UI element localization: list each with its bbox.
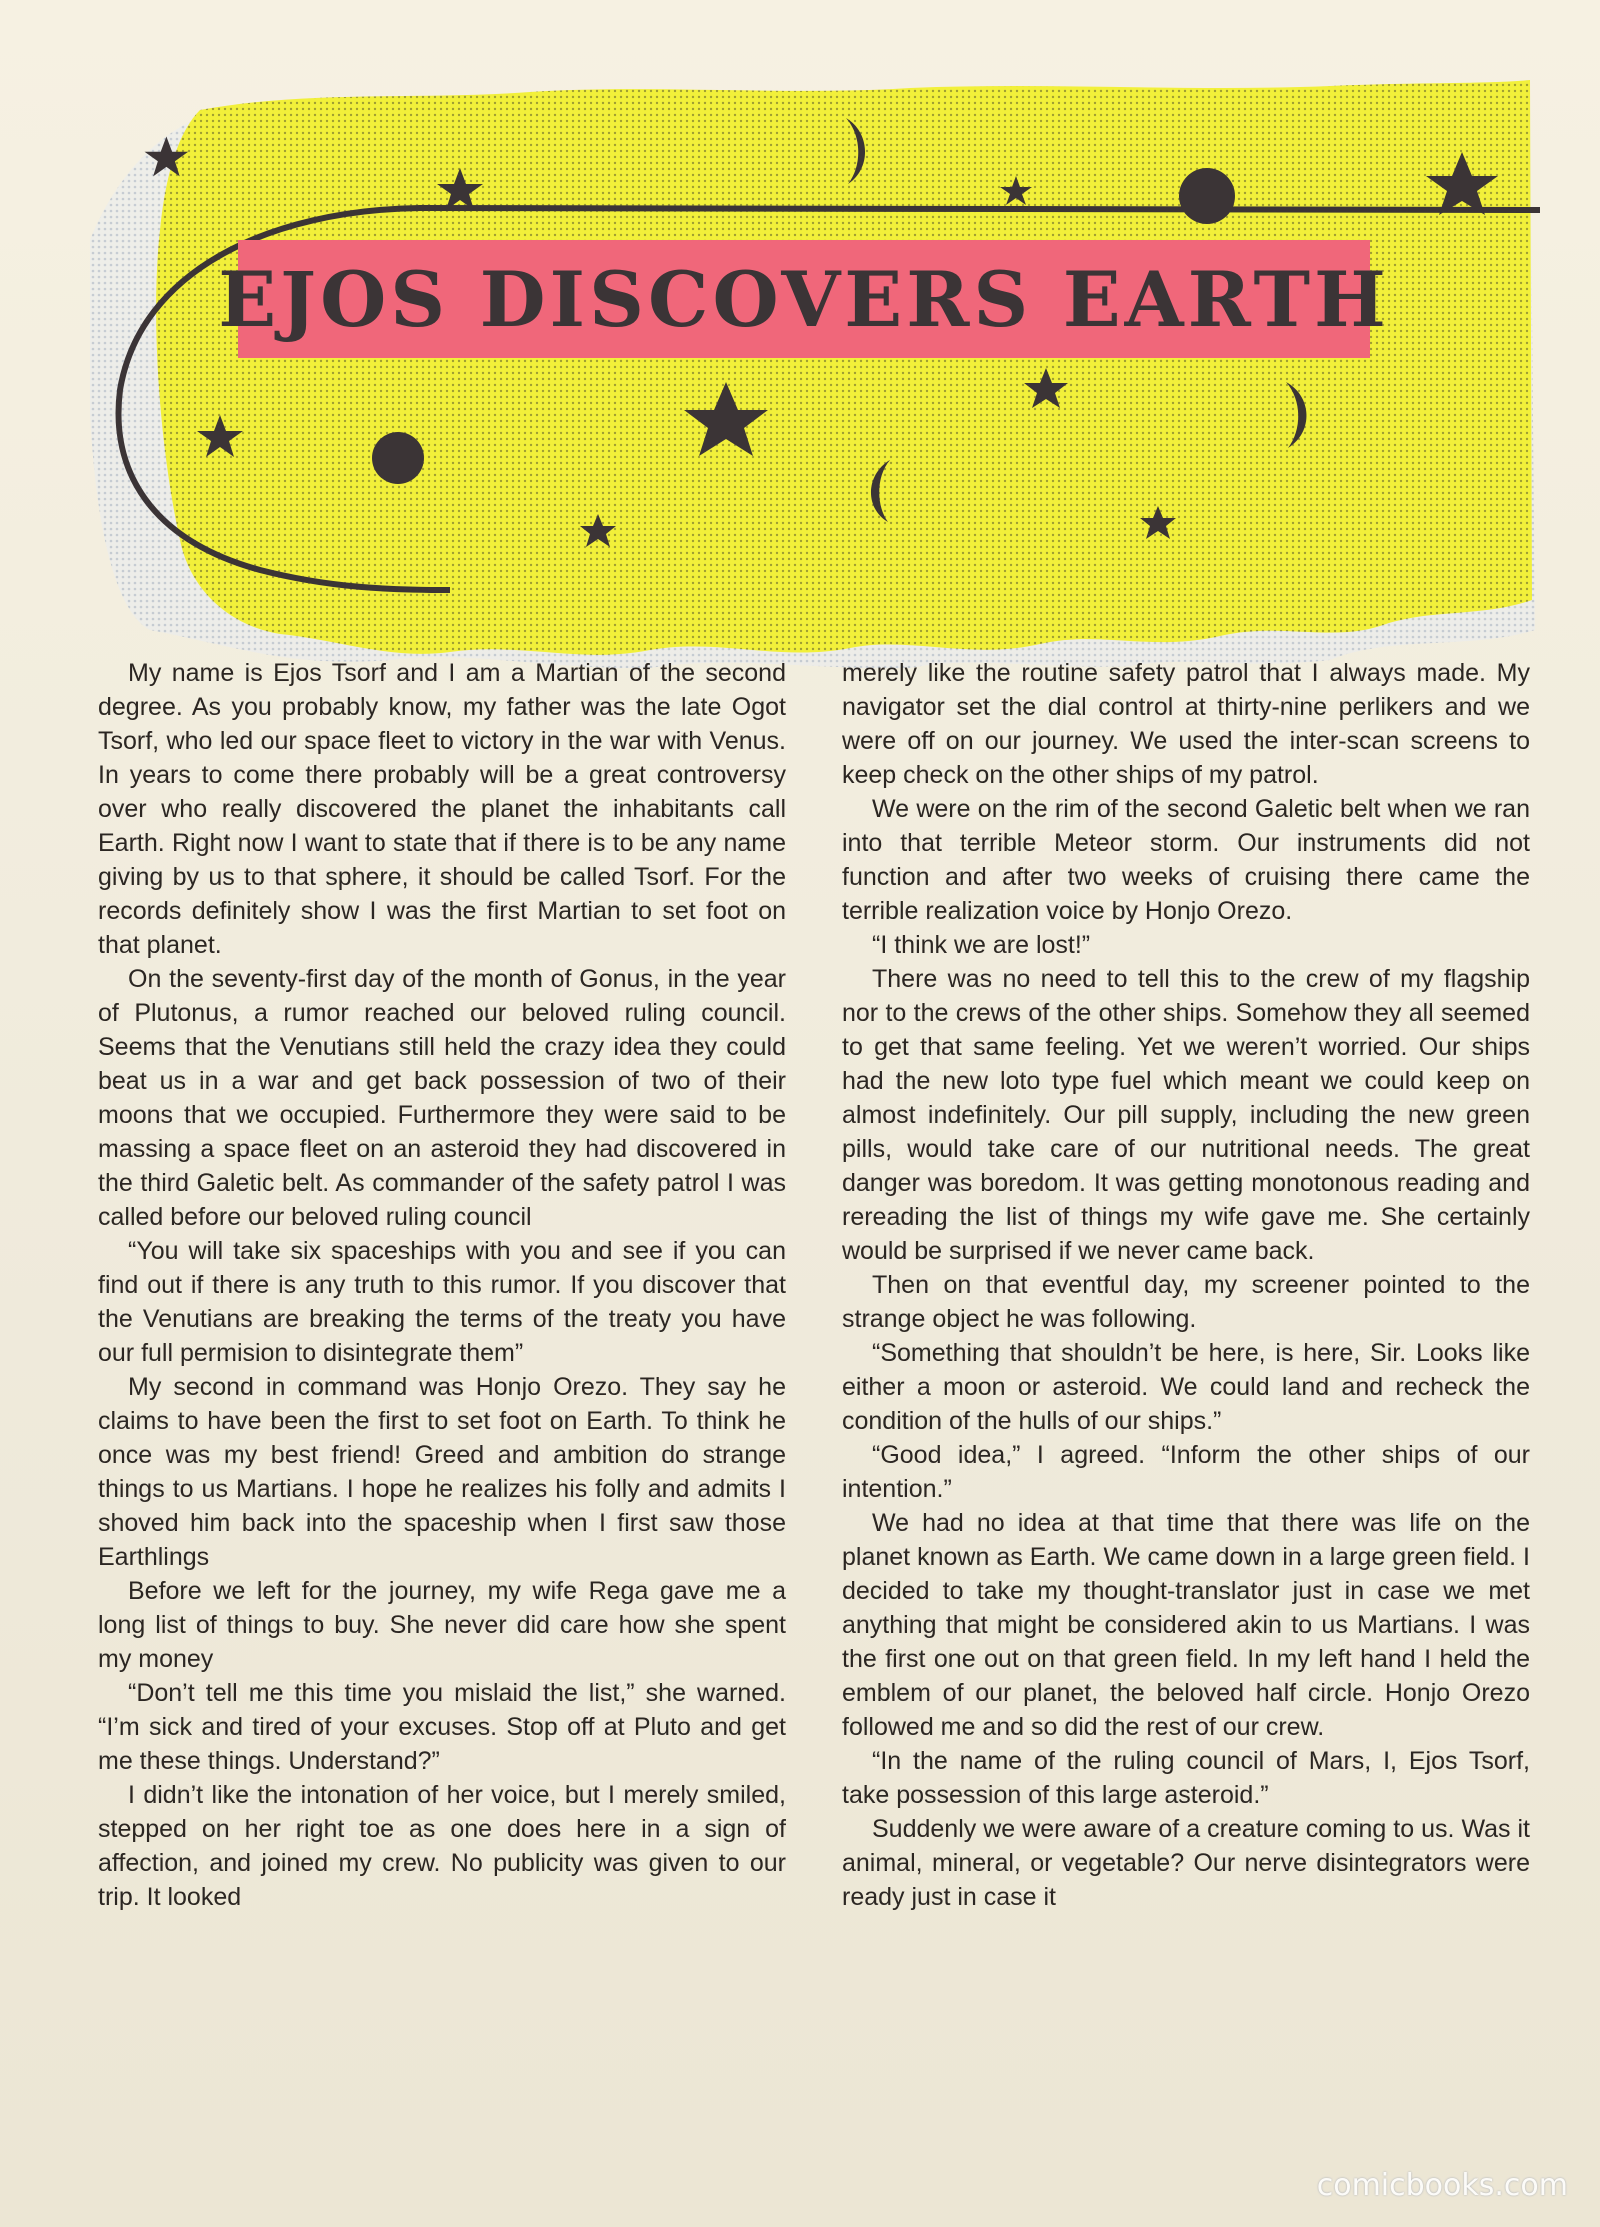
paragraph: “In the name of the ruling council of Mars, I, Ejos Tsorf, take possession of this large asteroid.”	[842, 1747, 1530, 1809]
left-column	[98, 656, 786, 1914]
planet-icon	[1179, 168, 1235, 224]
paragraph: merely like the routine safety patrol that I always made. My navigator set the dial control at thirty-nine perlikers and we were off on our journey. We used the inter-scan screens to keep check on the other ships of my patrol.	[842, 659, 1530, 789]
paragraph: My second in command was Honjo Orezo. They say he claims to have been the first to set foot on Earth. To think he once was my best friend! Greed and ambition do strange things to us Martians. I hope he realizes his folly and admits I shoved him back into the spaceship when I first saw those Earthlings	[98, 1373, 786, 1571]
banner-graphic	[90, 70, 1540, 670]
paragraph: “You will take six spaceships with you and see if you can find out if there is any truth to this rumor. If you discover that the Venutians are breaking the terms of the treaty you have our full permision to disintegrate them”	[98, 1237, 786, 1367]
planet-icon	[372, 432, 424, 484]
paragraph: Then on that eventful day, my screener pointed to the strange object he was following.	[842, 1271, 1530, 1333]
right-column	[842, 656, 1530, 1914]
yellow-banner	[156, 80, 1532, 655]
paragraph: Before we left for the journey, my wife Rega gave me a long list of things to buy. She never did care how she spent my money	[98, 1577, 786, 1673]
paragraph: Suddenly we were aware of a creature coming to us. Was it animal, mineral, or vegetable? Our nerve disintegrators were ready just in case it	[842, 1815, 1530, 1911]
paragraph: There was no need to tell this to the crew of my flagship nor to the crews of the other ships. Somehow they all seemed to get that same feeling. Yet we weren’t worried. Our ships had the new loto type fuel which meant we could keep on almost indefinitely. Our pill supply, including the new green pills, would take care of our nutritional needs. The great danger was boredom. It was getting monotonous reading and rereading the list of things my wife gave me. She certainly would be surprised if we never came back.	[842, 965, 1530, 1265]
story-body	[98, 656, 1530, 2196]
paragraph: We were on the rim of the second Galetic belt when we ran into that terrible Meteor storm. Our instruments did not function and after two weeks of cruising there came the terrible realization voice by Honjo Orezo.	[842, 795, 1530, 925]
story-title: EJOS DISCOVERS EARTH	[218, 254, 1390, 344]
paragraph: We had no idea at that time that there was life on the planet known as Earth. We came down in a large green field. I decided to take my thought-translator just in case we met anything that might be considered akin to us Martians. I was the first one out on that green field. In my left hand I held the emblem of our planet, the beloved half circle. Honjo Orezo followed me and so did the rest of our crew.	[842, 1509, 1530, 1741]
paragraph: “Don’t tell me this time you mislaid the list,” she warned. “I’m sick and tired of your excuses. Stop off at Pluto and get me these things. Understand?”	[98, 1679, 786, 1775]
paragraph: On the seventy-first day of the month of Gonus, in the year of Plutonus, a rumor reached our beloved ruling council. Seems that the Venutians still held the crazy idea they could beat us in a war and get back possession of two of their moons that we occupied. Furthermore they were said to be massing a space fleet on an asteroid they had discovered in the third Galetic belt. As commander of the safety patrol I was called before our beloved ruling council	[98, 965, 786, 1231]
paragraph: “Something that shouldn’t be here, is here, Sir. Looks like either a moon or asteroid. We could land and recheck the condition of the hulls of our ships.”	[842, 1339, 1530, 1435]
paragraph: My name is Ejos Tsorf and I am a Martian of the second degree. As you probably know, my father was the late Ogot Tsorf, who led our space fleet to victory in the war with Venus. In years to come there probably will be a great controversy over who really discovered the planet the inhabitants call Earth. Right now I want to state that if there is to be any name giving by us to that sphere, it should be called Tsorf. For the records definitely show I was the first Martian to set foot on that planet.	[98, 659, 786, 959]
paragraph: I didn’t like the intonation of her voice, but I merely smiled, stepped on her right toe as one does here in a sign of affection, and joined my crew. No publicity was given to our trip. It looked	[98, 1781, 786, 1911]
story-header	[90, 70, 1540, 670]
watermark: comicbooks.com	[1316, 2168, 1568, 2203]
paragraph: “Good idea,” I agreed. “Inform the other ships of our intention.”	[842, 1441, 1530, 1503]
title-box	[218, 240, 1390, 358]
paragraph: “I think we are lost!”	[872, 931, 1091, 959]
